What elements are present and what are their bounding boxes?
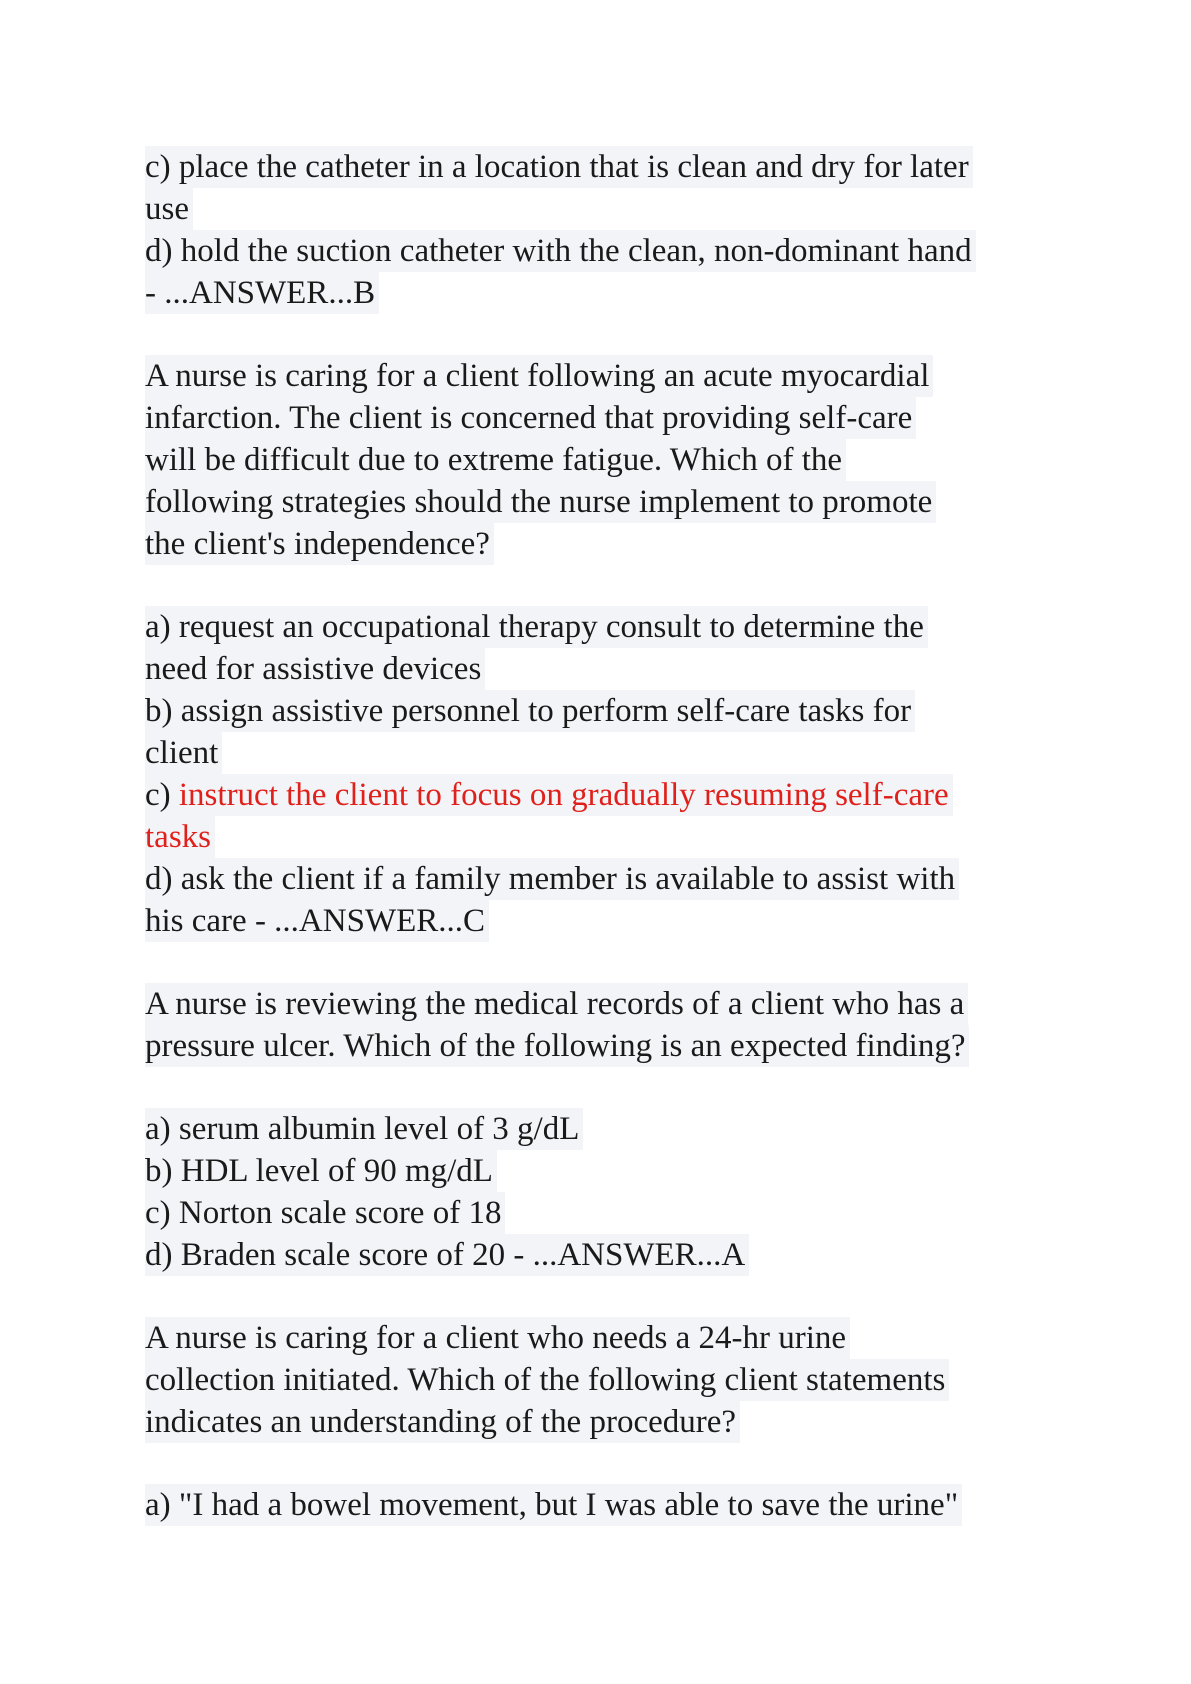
prev-option-d-line1: d) hold the suction catheter with the clean, non-dominant hand	[145, 230, 976, 272]
q3-option-a: a) "I had a bowel movement, but I was able to save the urine"	[145, 1484, 962, 1526]
q1-option-a-line1: a) request an occupational therapy consult to determine the	[145, 606, 928, 648]
q1-option-d-line1: d) ask the client if a family member is available to assist with	[145, 858, 959, 900]
q1-option-c-line1	[145, 774, 953, 816]
prev-option-c-line1: c) place the catheter in a location that is clean and dry for later	[145, 146, 973, 188]
q1-correct-answer-highlight: instruct the client to focus on gradually resuming self-care	[178, 777, 949, 813]
q3-stem-line: A nurse is caring for a client who needs a 24-hr urine	[145, 1317, 850, 1359]
q1-stem-line: A nurse is caring for a client following an acute myocardial	[145, 355, 933, 397]
q1-option-b-line2: client	[145, 732, 222, 774]
q1-stem-line: following strategies should the nurse implement to promote	[145, 481, 936, 523]
q2-option-c: c) Norton scale score of 18	[145, 1192, 505, 1234]
q1-option-a-line2: need for assistive devices	[145, 648, 485, 690]
q1-answer-line: his care - ...ANSWER...C	[145, 900, 489, 942]
q1-stem-line: the client's independence?	[145, 523, 494, 565]
q2-option-b: b) HDL level of 90 mg/dL	[145, 1150, 497, 1192]
q3-stem-line: indicates an understanding of the procedure?	[145, 1401, 740, 1443]
q2-option-d-answer: d) Braden scale score of 20 - ...ANSWER...A	[145, 1234, 749, 1276]
q1-correct-answer-highlight: tasks	[145, 816, 215, 858]
q3-stem-line: collection initiated. Which of the following client statements	[145, 1359, 949, 1401]
q1-stem-line: infarction. The client is concerned that providing self-care	[145, 397, 916, 439]
q2-stem-line: pressure ulcer. Which of the following is an expected finding?	[145, 1025, 969, 1067]
q1-option-b-line1: b) assign assistive personnel to perform self-care tasks for	[145, 690, 915, 732]
prev-option-c-line2: use	[145, 188, 193, 230]
q1-option-c-prefix: c)	[145, 777, 179, 813]
prev-answer-line: - ...ANSWER...B	[145, 272, 379, 314]
q2-option-a: a) serum albumin level of 3 g/dL	[145, 1108, 583, 1150]
q2-stem-line: A nurse is reviewing the medical records of a client who has a	[145, 983, 968, 1025]
q1-stem-line: will be difficult due to extreme fatigue. Which of the	[145, 439, 846, 481]
